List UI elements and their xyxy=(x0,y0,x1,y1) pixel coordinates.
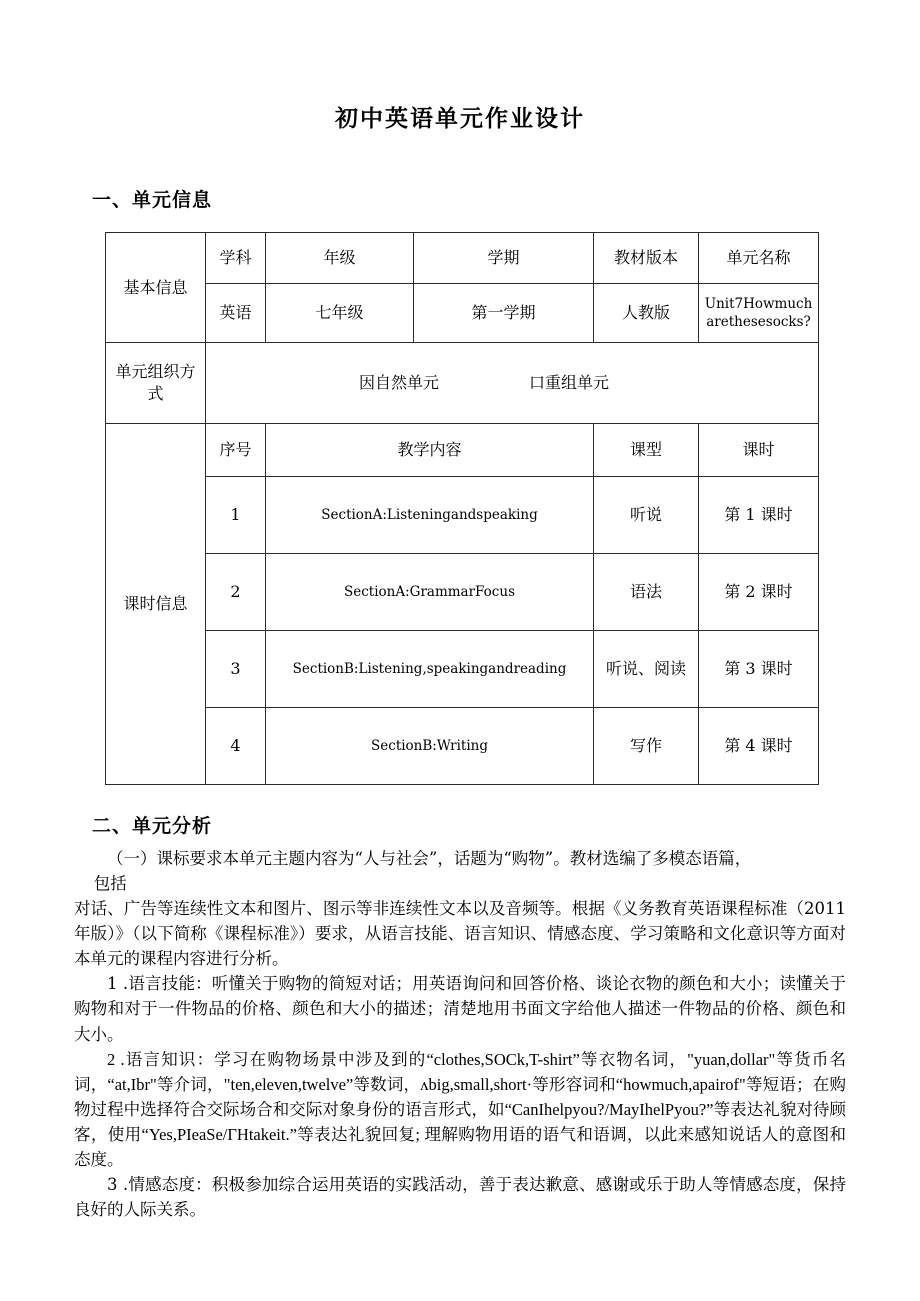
value-textbook-version: 人教版 xyxy=(594,284,699,343)
header-subject: 学科 xyxy=(206,233,266,284)
lesson-content: SectionB:Writing xyxy=(266,708,594,785)
analysis-paragraph-language-knowledge: 2 .语言知识：学习在购物场景中涉及到的“clothes,SOCk,T-shirt”等衣物名词，"yuan,dollar"等货币名词，“at,Ibr"等介词，"ten,eleven,twelve”等数词，ʌbig,small,short·等形容词和“howmuch,apairof"等短语；在购物过程中选择符合交际场合和交际对象身份的语言形式，如“CanIhelpyou?/MayIhelPyou?”等表达礼貌对待顾客，使用“Yes,PIeaSe/ΓHtakeit.”等表达礼貌回复; 理解购物用语的语气和语调，以此来感知说话人的意图和态度。 xyxy=(74,1049,846,1169)
analysis-paragraph-1-rest: 对话、广告等连续性文本和图片、图示等非连续性文本以及音频等。根据《义务教育英语课程标准（2011年版）》（以下简称《课程标准》）要求，从语言技能、语言知识、情感态度、学习策略和文化意识等方面对本单元的课程内容进行分析。 xyxy=(74,899,846,969)
value-term: 第一学期 xyxy=(414,284,594,343)
lesson-type: 听说 xyxy=(594,477,699,554)
value-grade: 七年级 xyxy=(266,284,414,343)
option-regrouped-unit[interactable]: 口重组单元 xyxy=(529,373,610,393)
table-row xyxy=(106,708,819,785)
table-row-organization xyxy=(106,343,819,424)
table-row xyxy=(106,284,819,343)
header-textbook-version: 教材版本 xyxy=(594,233,699,284)
cell-basic-info-label: 基本信息 xyxy=(106,233,206,343)
cell-lesson-info-label: 课时信息 xyxy=(106,424,206,785)
table-row xyxy=(106,477,819,554)
analysis-paragraph-attitude: 3 .情感态度：积极参加综合运用英语的实践活动，善于表达歉意、感谢或乐于助人等情感态度，保持良好的人际关系。 xyxy=(74,1175,846,1220)
header-lesson-period: 课时 xyxy=(699,424,819,477)
lesson-period: 第 1 课时 xyxy=(699,477,819,554)
cell-organization-options xyxy=(206,343,819,424)
table-row xyxy=(106,233,819,284)
lesson-content: SectionB:Listening,speakingandreading xyxy=(266,631,594,708)
lesson-period: 第 4 课时 xyxy=(699,708,819,785)
cell-organization-label: 单元组织方式 xyxy=(106,343,206,424)
analysis-paragraph-language-skills: 1 .语言技能：听懂关于购物的简短对话；用英语询问和回答价格、谈论衣物的颜色和大小；读懂关于购物和对于一件物品的价格、颜色和大小的描述；清楚地用书面文字给他人描述一件物品的价格、颜色和大小。 xyxy=(74,974,846,1044)
page-title: 初中英语单元作业设计 xyxy=(335,106,585,132)
unit-info-table-wrapper xyxy=(0,212,920,785)
unit-analysis-body xyxy=(0,838,920,1222)
value-subject: 英语 xyxy=(206,284,266,343)
section-heading-unit-info: 一、单元信息 xyxy=(92,189,213,211)
table-row xyxy=(106,424,819,477)
lesson-content: SectionA:Listeningandspeaking xyxy=(266,477,594,554)
lesson-index: 3 xyxy=(206,631,266,708)
header-lesson-content: 教学内容 xyxy=(266,424,594,477)
table-row xyxy=(106,554,819,631)
table-row xyxy=(106,631,819,708)
value-unit-name: Unit7Howmucharethesesocks? xyxy=(699,284,819,343)
lesson-index: 2 xyxy=(206,554,266,631)
header-grade: 年级 xyxy=(266,233,414,284)
lesson-content: SectionA:GrammarFocus xyxy=(266,554,594,631)
section-heading-unit-analysis: 二、单元分析 xyxy=(92,815,213,837)
header-term: 学期 xyxy=(414,233,594,284)
lesson-type: 写作 xyxy=(594,708,699,785)
header-lesson-type: 课型 xyxy=(594,424,699,477)
header-lesson-index: 序号 xyxy=(206,424,266,477)
lesson-index: 4 xyxy=(206,708,266,785)
header-unit-name: 单元名称 xyxy=(699,233,819,284)
unit-info-table xyxy=(105,232,819,785)
lesson-period: 第 2 课时 xyxy=(699,554,819,631)
lesson-index: 1 xyxy=(206,477,266,554)
option-natural-unit[interactable]: 因自然单元 xyxy=(359,373,440,393)
analysis-paragraph-1-line-1: （一）课标要求本单元主题内容为“人与社会”，话题为“购物”。教材选编了多模态语篇， xyxy=(107,849,752,868)
lesson-type: 听说、阅读 xyxy=(594,631,699,708)
lesson-period: 第 3 课时 xyxy=(699,631,819,708)
analysis-paragraph-1-line-2: 包括 xyxy=(93,874,127,894)
lesson-type: 语法 xyxy=(594,554,699,631)
